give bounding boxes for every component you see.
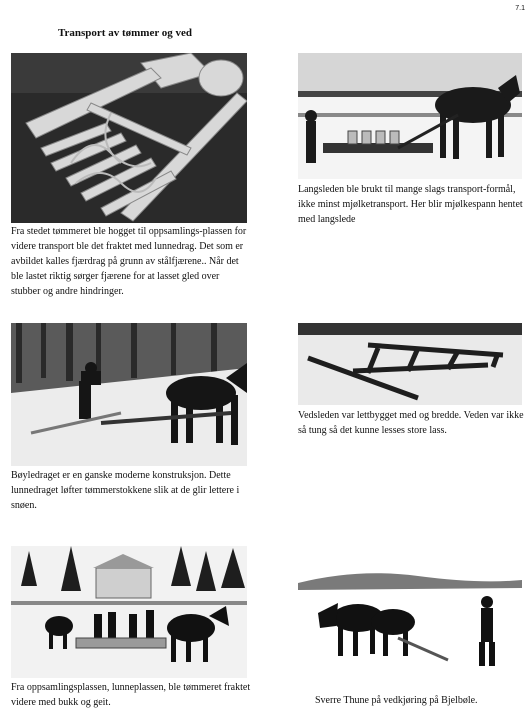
langslede-melkespann-photo: [298, 53, 522, 179]
vedkjoering-photo: [298, 558, 522, 690]
lunneplassen-caption: Fra oppsamlingsplassen, lunneplassen, ble tømmeret fraktet videre med bukk og geit.: [11, 682, 251, 708]
vedsleden-caption: Vedsleden var lettbygget med og bredde. Veden var ikke så tung så det kunne lesses store lass.: [298, 410, 524, 436]
langsleden-caption: Langsleden ble brukt til mange slags transport-formål, ikke minst mjølketransport. Her blir mjølkespann hentet med langslede: [298, 184, 523, 225]
vedsleden-photo: [298, 323, 522, 405]
lunnedrag-fjaerdrag-photo: [11, 53, 247, 223]
vedkjoering-caption: Sverre Thune på vedkjøring på Bjelbøle.: [315, 695, 478, 706]
fjaerdrag-caption: Fra stedet tømmeret ble hogget til oppsamlings-plassen for videre transport ble det fraktet med lunnedrag. Det som er avbildet kalles fjærdrag på grunn av stålfjærene.. Når det ble lastet riktig sørger fjærene for at lasset gled over stubber og andre hindringer.: [11, 226, 247, 297]
boeyledrag-photo: [11, 323, 247, 466]
page-title: Transport av tømmer og ved: [58, 27, 193, 39]
boeyledrag-caption: Bøyledraget er en ganske moderne konstruksjon. Dette lunnedraget løfter tømmerstokkene slik at de glir lettere i snøen.: [11, 470, 240, 511]
page-number: 7.1: [515, 5, 525, 12]
lunneplassen-photo: [11, 546, 247, 678]
